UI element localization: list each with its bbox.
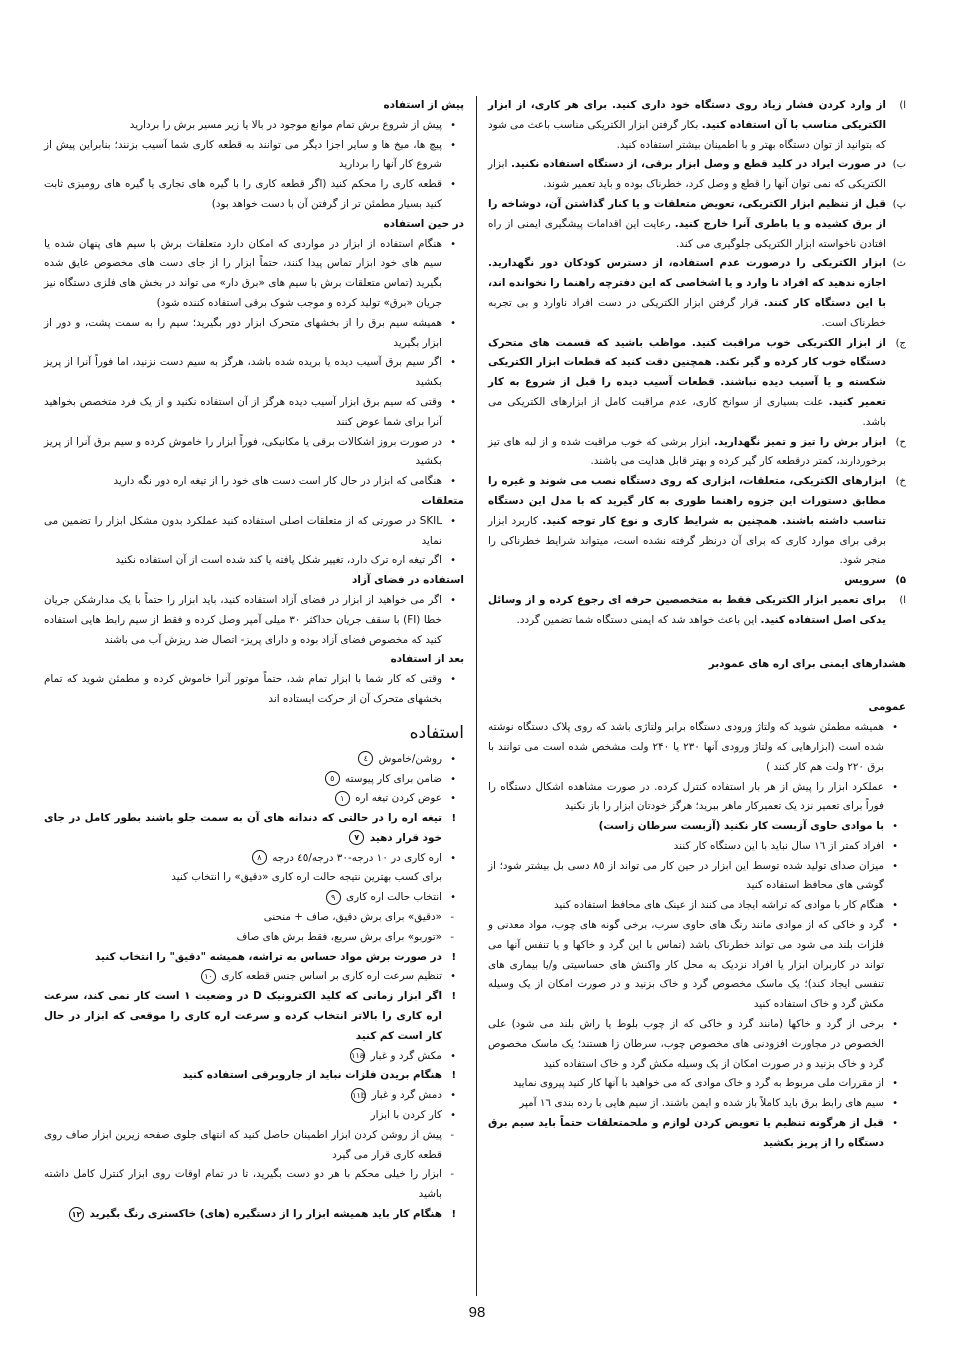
- figure-reference-badge: ١١a: [350, 1048, 365, 1063]
- list-item-text: تنظیم سرعت اره کاری بر اساس جنس قطعه کاری: [221, 970, 442, 983]
- safety-item: [488, 433, 906, 473]
- item-text: قرار گرفتن ابزار الکتریکی در دست افراد ناوارد و بی تجربه خطرناک است.: [488, 296, 886, 329]
- safety-items: [488, 96, 906, 571]
- list-item: [44, 670, 464, 710]
- figure-reference-badge: ٧: [349, 830, 364, 845]
- list-item-text: هنگام بریدن فلزات نباید از جاروبرقی استفاده کنید: [182, 1069, 442, 1082]
- item-bold: از ابزار الکتریکی خوب مراقبت کنید. مواظب باشید که قسمت های متحرک دستگاه خوب کار کرده و گیر نکند. همچنین دقت کنید که قطعات ابزار الکتریکی شکسته و یا آسیب دیده نباشند. قطعات آسیب دیده را قبل از شروع به کار تعمیر کنید.: [488, 336, 887, 408]
- list-item-text: هنگامی که ابزار در حال کار است دست های خود را از تیغه اره دور نگه دارید: [113, 475, 442, 488]
- list-item: [44, 116, 464, 136]
- figure-reference-badge: ١٠: [201, 969, 216, 984]
- item-text: کاربرد ابزار برقی برای موارد کاری که برای آن درنظر گرفته نشده است، میتواند شرایط خطرناکی را منجر شود.: [488, 514, 886, 567]
- figure-reference-badge: ٤: [358, 751, 373, 766]
- warning-item: [44, 1205, 464, 1225]
- figure-reference-badge: ١٢: [69, 1207, 84, 1222]
- during-use-list: [44, 235, 464, 492]
- list-item-text: «دقیق» برای برش دقیق، صاف + منحنی: [263, 911, 442, 924]
- list-item-text: پیش از شروع برش تمام موانع موجود در بالا یا زیر مسیر برش را بردارید: [129, 118, 442, 131]
- list-item-text: اگر ابزار زمانی که کلید الکترونیک D در وضعیت ١ است کار نمی کند، سرعت اره کاری را بالاتر انتخاب کرده و سرعت اره کاری را موقعی که ابزار در حال کار است کم کنید: [44, 990, 443, 1042]
- usage-title: استفاده: [409, 722, 464, 743]
- general-heading: عمومی: [868, 701, 906, 714]
- figure-reference-badge: ١١b: [351, 1088, 366, 1103]
- item-label: خ): [895, 476, 906, 488]
- column-divider: [476, 96, 477, 1296]
- list-item-text: قطعه کاری را محکم کنید (اگر قطعه کاری را با گیره های تجاری یا گیره های رومیزی ثابت کنید بسیار مطمئن تر از گرفتن آن با دست خواهد بود): [44, 178, 442, 210]
- list-item-text: افراد کمتر از ١٦ سال نباید با این دستگاه کار کنند: [673, 839, 884, 852]
- figure-reference-badge: ٩: [326, 890, 341, 905]
- item-label: پ): [892, 198, 906, 210]
- list-item: [44, 472, 464, 492]
- list-item-text: SKIL در صورتی که از متعلقات اصلی استفاده کنید عملکرد بدون مشکل ابزار را تضمین می نماید: [44, 514, 442, 547]
- list-item-text: پیچ ها، میخ ها و سایر اجزا دیگر می توانند به قطعه کاری شما آسیب بزنند؛ بنابراین پیش از شروع کار آنها را بردارید: [44, 138, 442, 171]
- item-label: ب): [892, 159, 906, 171]
- left-column: [44, 96, 464, 1225]
- list-item: [44, 789, 464, 809]
- accessories-heading: متعلقات: [421, 494, 464, 507]
- list-item: [44, 928, 464, 948]
- before-use-list: [44, 116, 464, 215]
- item-bold: قبل از تنظیم ابزار الکتریکی، تعویض متعلقات و یا کنار گذاشتن آن، دوشاخه را از برق کشیده و یا باطری آنرا خارج کنید.: [488, 197, 886, 230]
- list-item-text: ضامن برای کار پیوسته: [345, 772, 442, 785]
- list-item-text: پیش از روشن کردن ابزار اطمینان حاصل کنید که انتهای جلوی صفحه زیرین ابزار صاف روی قطعه کاری قرار می گیرد: [44, 1128, 442, 1161]
- list-item: [488, 817, 906, 837]
- list-item-text: برای کسب بهترین نتیجه حالت اره کاری «دقیق» را انتخاب کنید: [171, 871, 442, 884]
- item-text: بکار گرفتن ابزار الکتریکی مناسب باعث می شود که بتوانید از توان دستگاه بهتر و با اطمینان بیشتر استفاده کنید.: [488, 118, 886, 151]
- saw-warnings-heading: هشدارهای ایمنی برای اره های عمودبر: [708, 657, 906, 670]
- page-number: 98: [468, 1304, 486, 1321]
- list-item: [44, 967, 464, 987]
- before-use-heading: پیش از استفاده: [383, 99, 464, 111]
- list-item: [44, 353, 464, 393]
- list-item-text: در صورت بروز اشکالات برقی یا مکانیکی، فوراً ابزار را خاموش کرده و سیم برق آنرا از پریز بکشید: [44, 435, 442, 468]
- list-item-text: قبل از هرگونه تنظیم یا تعویض کردن لوازم و ملحمتعلقات حتماً باید سیم برق دستگاه را از پریز بکشید: [488, 1117, 884, 1149]
- list-item: [488, 1074, 906, 1094]
- warning-item: [44, 948, 464, 968]
- list-item-text: عملکرد ابزار را پیش از هر بار استفاده کنترل کرده. در صورت مشاهده اشکال دستگاه را فوراً برای تعمیر نزد یک تعمیرکار ماهر ببرید؛ هرگز خودتان ابزار را باز نکنید: [488, 780, 884, 813]
- item-label: ا): [899, 594, 906, 606]
- list-item-text: میزان صدای تولید شده توسط این ابزار در حین کار می تواند از ٨٥ دسی بل بیشتر شود؛ از گوشی های محافظ استفاده کنید: [488, 859, 885, 892]
- list-item-text: اگر می خواهید از ابزار در فضای آزاد استفاده کنید، باید ابزار را حتماً با یک مدارشکن جریان خطا (FI) با سقف جریان حداکثر ٣٠ میلی آمپر وصل کرده و فقط از سیم رابط هایی استفاده کنید که مخصوص فضای آزاد بوده و دارای پریز- اتصال ضد ریزش آب می باشند: [44, 593, 442, 646]
- list-item: [44, 591, 464, 650]
- right-column: [488, 96, 906, 1154]
- service-heading-label: ۵): [895, 575, 906, 587]
- figure-reference-badge: ١: [335, 791, 350, 806]
- list-item: [488, 916, 906, 1015]
- list-item: [488, 837, 906, 857]
- list-item: [488, 857, 906, 897]
- safety-item: [488, 472, 906, 571]
- list-item-text: انتخاب حالت اره کاری: [345, 891, 442, 904]
- safety-item: [488, 254, 906, 333]
- list-item: [488, 1015, 906, 1074]
- list-item-text: همیشه مطمئن شوید که ولتاژ ورودی دستگاه برابر ولتاژی باشد که روی پلاک دستگاه نوشته شده است (ابزارهایی که ولتاژ ورودی آنها ۲۳۰ یا ۲۴۰ ولت مشخص شده است می توانند با برق ۲۲۰ ولت هم کار کنند ): [488, 721, 884, 773]
- list-item: [44, 551, 464, 571]
- list-item: [44, 433, 464, 473]
- list-item-text: وقتی که کار شما با ابزار تمام شد، حتماً موتور آنرا خاموش کرده و مطمئن شوید که تمام بخشهای متحرک آن از حرکت ایستاده اند: [44, 673, 442, 705]
- item-text: این باعث خواهد شد که ایمنی دستگاه شما تضمین گردد.: [516, 613, 761, 626]
- list-item: [44, 1126, 464, 1166]
- list-item: [44, 888, 464, 908]
- item-label: ج): [895, 337, 906, 349]
- warning-item: [44, 987, 464, 1046]
- list-item-text: تیغه اره را در حالتی که دندانه های آن به سمت جلو باشند بطور کامل در جای خود قرار دهید: [44, 812, 442, 844]
- list-item-text: همیشه سیم برق را از بخشهای متحرک ابزار دور بگیرید؛ سیم را به سمت پشت، و دور از ابزار بگیرید: [44, 316, 442, 349]
- general-list: [488, 718, 906, 1154]
- outdoor-heading: استفاده در فضای آزاد: [352, 574, 464, 587]
- list-item-text: دمش گرد و غبار: [371, 1089, 442, 1102]
- item-label: ح): [895, 436, 906, 448]
- list-item-text: اگر سیم برق آسیب دیده یا بریده شده باشد، هرگز به سیم دست نزنید، اما فوراً آنرا از پریز بکشید: [44, 356, 442, 389]
- list-item: [44, 314, 464, 354]
- list-item: [44, 1086, 464, 1106]
- list-item-text: هنگام استفاده از ابزار در مواردی که امکان دارد متعلقات برش با سیم های پنهان شده یا سیم های خود ابزار تماس پیدا کنند، حتماً ابزار را از جای دست های مخصوص عایق شده بگیرید (تماس متعلقات برش با سیم های «برق دار» می تواند در بخش های فلزی دستگاه نیز جریان «برق» تولید کرده و موجب شوک برقی استفاده کننده شود): [44, 237, 442, 309]
- list-item-text: هنگام کار با موادی که تراشه ایجاد می کنند از عینک های محافظ استفاده کنید: [553, 899, 884, 912]
- list-item: [44, 175, 464, 215]
- list-item: [488, 896, 906, 916]
- list-item: [44, 868, 464, 888]
- item-bold: ابزار برش را تیز و تمیز نگهدارید.: [714, 435, 887, 448]
- list-item-text: سیم های رابط برق باید کاملاً باز شده و ایمن باشند. از سیم هایی با رده بندی ١٦ آمپر: [519, 1097, 884, 1110]
- list-item: [44, 1106, 464, 1126]
- safety-item: [488, 334, 906, 433]
- list-item: [44, 908, 464, 928]
- list-item-text: با موادی حاوی آزبست کار نکنید (آزبست سرطان زاست): [598, 820, 884, 833]
- item-label: ث): [892, 258, 906, 270]
- list-item-text: ابزار را خیلی محکم با هر دو دست بگیرید، تا در تمام اوقات روی ابزار کنترل کامل داشته باشید: [44, 1168, 442, 1201]
- item-bold: در صورت ایراد در کلید قطع و وصل ابزار برقی، از دستگاه استفاده نکنید.: [510, 158, 886, 171]
- list-item-text: گرد و خاکی که از موادی مانند رنگ های حاوی سرب، برخی گونه های چوب، مواد معدنی و فلزات بلند می شود می تواند خطرناک باشد (تماس با این گرد و خاکها و یا تنفس آنها می تواند در کاربران ابزار یا افراد نزدیک به محل کار واکنش های حساسیتی و/یا بیماری های تنفسی ایجاد کند)؛ یک ماسک مخصوص گرد و خاک بزنید و در صورت امکان از یک وسیله مکش گرد و خاک استفاده کنید: [488, 919, 884, 1011]
- list-item: [488, 718, 906, 777]
- list-item-text: «توربو» برای برش سریع، فقط برش های صاف: [236, 930, 442, 943]
- item-text: علت بسیاری از سوانح کاری، عدم مراقبت کامل از ابزارهای الکتریکی می باشد.: [488, 395, 886, 428]
- list-item-text: از مقررات ملی مربوط به گرد و خاک موادی که می خواهید با آنها کار کنید پیروی نمایید: [513, 1077, 884, 1090]
- figure-reference-badge: ٥: [325, 771, 340, 786]
- list-item: [488, 1094, 906, 1114]
- safety-item: [488, 195, 906, 254]
- outdoor-list: [44, 591, 464, 650]
- item-text: ابزار برشی که خوب مراقبت شده و از لبه های تیز برخوردارند، کمتر درقطعه کار گیر کرده و بهتر قابل هدایت می باشند.: [488, 435, 886, 468]
- list-item-text: روشن/خاموش: [378, 752, 442, 765]
- list-item: [44, 136, 464, 176]
- list-item-text: اگر تیغه اره ترک دارد، تغییر شکل یافته یا کند شده است از آن استفاده نکنید: [115, 554, 442, 567]
- list-item-text: عوض کردن تیغه اره: [355, 792, 442, 805]
- item-bold: ابزارهای الکتریکی، متعلقات، ابزاری که روی دستگاه نصب می شوند و غیره را مطابق دستورات این جزوه راهنما طوری به کار گیرید که با مدل این دستگاه تناسب داشته باشند. همچنین به شرایط کاری و نوع کار توجه کنید.: [488, 475, 886, 527]
- item-bold: برای تعمیر ابزار الکتریکی فقط به متخصصین حرفه ای رجوع کرده و از وسائل یدکی اصل استفاده کنید.: [488, 593, 886, 626]
- list-item: [488, 778, 906, 818]
- item-bold: ابزار الکتریکی را درصورت عدم استفاده، از دسترس کودکان دور نگهدارید. اجازه ندهید که افراد نا وارد و یا اشخاصی که این دفترچه راهنما را نخوانده اند، با این دستگاه کار کنند.: [488, 257, 887, 309]
- service-heading-text: سرویس: [844, 574, 886, 587]
- after-use-list: [44, 670, 464, 710]
- safety-item: [488, 96, 906, 155]
- accessories-list: [44, 512, 464, 571]
- list-item: [44, 393, 464, 433]
- list-item-text: مکش گرد و غبار: [370, 1049, 442, 1062]
- list-item: [488, 1114, 906, 1154]
- list-item-text: در صورت برش مواد حساس به تراشه، همیشه "دقیق" را انتخاب کنید: [95, 950, 442, 963]
- list-item: [44, 750, 464, 770]
- warning-item: [44, 809, 464, 849]
- after-use-heading: بعد از استفاده: [390, 653, 464, 666]
- list-item: [44, 235, 464, 314]
- list-item: [44, 849, 464, 869]
- item-text: رعایت این اقدامات پیشگیری ایمنی از راه افتادن ناخواسته ابزار الکتریکی جلوگیری می کند.: [488, 217, 886, 250]
- list-item-text: کار کردن با ابزار: [370, 1109, 442, 1122]
- item-label: ا): [899, 100, 906, 111]
- service-item: [488, 591, 906, 631]
- list-item-text: برخی از گرد و خاکها (مانند گرد و خاکی که از چوب بلوط یا راش بلند می شود) علی الخصوص در مجاورت افزودنی های مخصوص چوب، سرطان زا هستند؛ یک ماسک مخصوص گرد و خاک بزنید و در صورت امکان از یک وسیله مکش گرد و خاک استفاده کنید: [488, 1018, 884, 1070]
- during-use-heading: در حین استفاده: [383, 217, 464, 230]
- service-heading: [488, 571, 906, 591]
- safety-item: [488, 155, 906, 195]
- list-item: [44, 512, 464, 552]
- item-text: ابزار الکتریکی که نمی توان آنها را قطع و وصل کرد، خطرناک بوده و باید تعمیر شوند.: [488, 158, 886, 191]
- warning-item: [44, 1066, 464, 1086]
- list-item: [44, 1165, 464, 1205]
- item-bold: از وارد کردن فشار زیاد روی دستگاه خود داری کنید. برای هر کاری، از ابزار الکتریکی مناسب با آن استفاده کنید.: [488, 99, 886, 131]
- list-item: [44, 770, 464, 790]
- list-item-text: اره کاری در ١٠ درجه-٣٠ درجه/٤٥ درجه: [272, 851, 442, 864]
- list-item-text: وقتی که سیم برق ابزار آسیب دیده هرگز از آن استفاده نکنید و از یک فرد متخصص بخواهید آنرا برای شما عوض کنند: [44, 395, 442, 428]
- list-item-text: هنگام کار باید همیشه ابزار را از دستگیره (های) خاکستری رنگ بگیرید: [89, 1208, 442, 1221]
- usage-list: [44, 750, 464, 1225]
- figure-reference-badge: ٨: [252, 850, 267, 865]
- list-item: [44, 1047, 464, 1067]
